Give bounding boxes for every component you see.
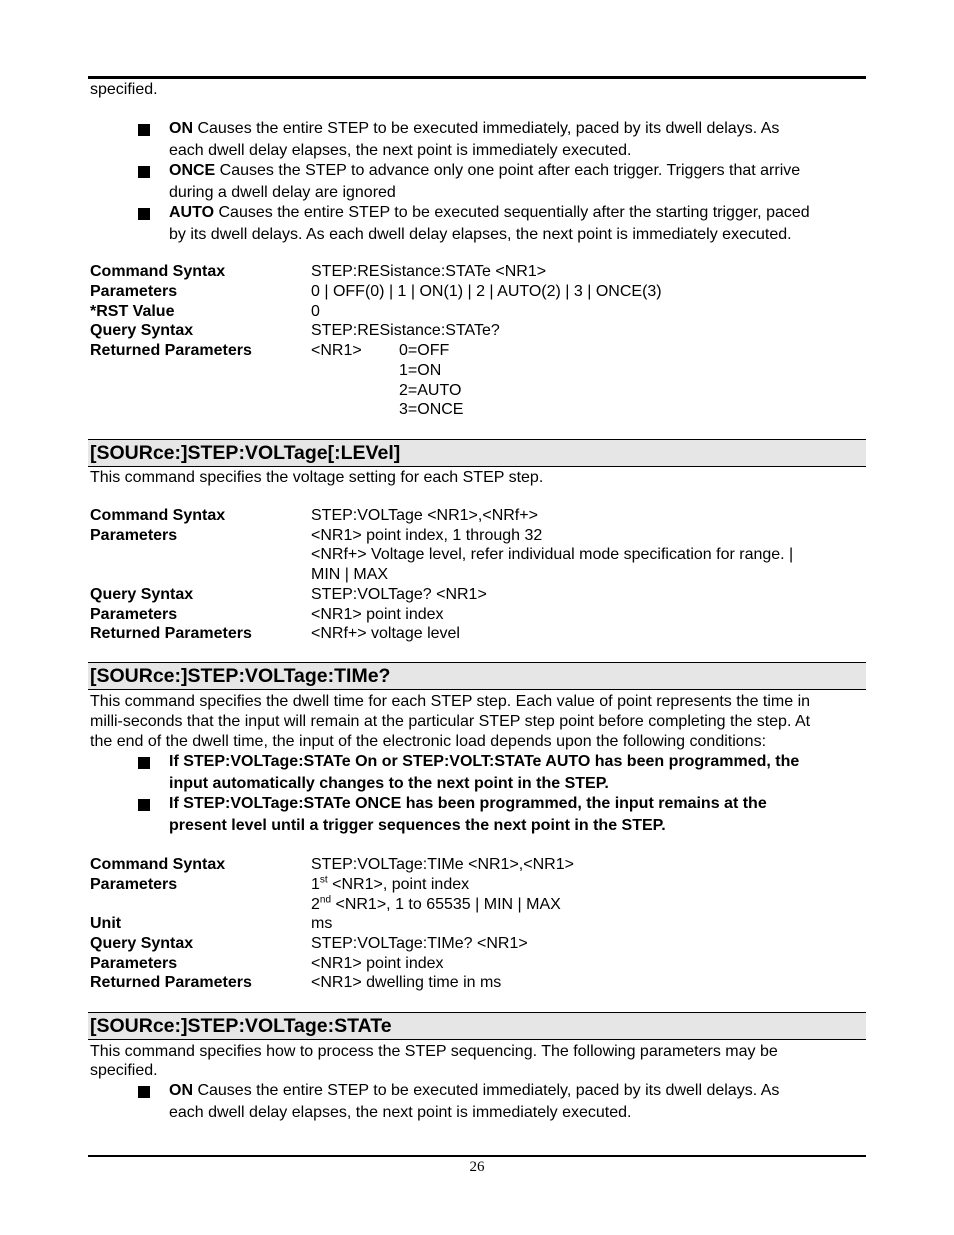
bullet-line: present level until a trigger sequences the next point in the STEP. <box>169 817 666 834</box>
value-parameter-1: 1st <NR1>, point index <box>311 874 470 893</box>
value-returned-parameters: <NR1> dwelling time in ms <box>311 974 502 991</box>
bullet-icon <box>138 166 150 178</box>
value-query-parameters: <NR1> point index <box>311 606 444 623</box>
bullet-icon <box>138 208 150 220</box>
label-parameters: Parameters <box>90 527 178 544</box>
value-command-syntax: STEP:VOLTage:TIMe <NR1>,<NR1> <box>311 856 574 873</box>
value-parameters: 0 | OFF(0) | 1 | ON(1) | 2 | AUTO(2) | 3 | ONCE(3) <box>311 283 662 300</box>
label-parameters: Parameters <box>90 955 178 972</box>
value-query-syntax: STEP:VOLTage? <NR1> <box>311 586 487 603</box>
label-query-syntax: Query Syntax <box>90 586 194 603</box>
section-description: the end of the dwell time, the input of the electronic load depends upon the following conditions: <box>90 733 767 750</box>
value-query-parameters: <NR1> point index <box>311 955 444 972</box>
returned-value: 2=AUTO <box>399 382 462 399</box>
bullet-line: If STEP:VOLTage:STATe ONCE has been programmed, the input remains at the <box>169 795 767 812</box>
value-query-syntax: STEP:RESistance:STATe? <box>311 322 500 339</box>
label-parameters: Parameters <box>90 606 178 623</box>
label-returned-parameters: Returned Parameters <box>90 974 252 991</box>
section-heading <box>88 662 866 690</box>
section-description: milli-seconds that the input will remain at the particular STEP step point before completing the step. At <box>90 713 811 730</box>
section-description: This command specifies the voltage setting for each STEP step. <box>90 469 544 486</box>
bullet-on-line2: each dwell delay elapses, the next point is immediately executed. <box>169 142 632 159</box>
bullet-once-line1: ONCE Causes the STEP to advance only one point after each trigger. Triggers that arrive <box>169 162 801 179</box>
section-description: specified. <box>90 1062 158 1079</box>
section-description: This command specifies the dwell time for each STEP step. Each value of point represents the time in <box>90 693 811 710</box>
label-unit: Unit <box>90 915 122 932</box>
returned-value: 0=OFF <box>399 342 450 359</box>
section-heading-text: [SOURce:]STEP:VOLTage[:LEVel] <box>90 442 401 464</box>
label-command-syntax: Command Syntax <box>90 856 226 873</box>
value-parameters: MIN | MAX <box>311 566 389 583</box>
label-returned-parameters: Returned Parameters <box>90 625 252 642</box>
label-parameters: Parameters <box>90 876 178 893</box>
value-parameters: <NR1> point index, 1 through 32 <box>311 527 543 544</box>
value-parameters: <NRf+> Voltage level, refer individual mode specification for range. | <box>311 546 794 563</box>
bullet-auto-line1: AUTO Causes the entire STEP to be executed sequentially after the starting trigger, paced <box>169 204 810 221</box>
page-number: 26 <box>469 1159 485 1175</box>
returned-value: 3=ONCE <box>399 401 464 418</box>
bullet-on-line2: each dwell delay elapses, the next point is immediately executed. <box>169 1104 632 1121</box>
bullet-icon <box>138 799 150 811</box>
label-query-syntax: Query Syntax <box>90 935 194 952</box>
bullet-icon <box>138 1086 150 1098</box>
returned-value: 1=ON <box>399 362 442 379</box>
intro-tail: specified. <box>90 81 158 98</box>
label-parameters: Parameters <box>90 283 178 300</box>
bullet-on-line1: ON Causes the entire STEP to be executed immediately, paced by its dwell delays. As <box>169 120 780 137</box>
section-heading <box>88 1012 866 1040</box>
value-rst: 0 <box>311 303 320 320</box>
bullet-icon <box>138 757 150 769</box>
value-command-syntax: STEP:VOLTage <NR1>,<NRf+> <box>311 507 538 524</box>
section-description: This command specifies how to process the STEP sequencing. The following parameters may be <box>90 1043 778 1060</box>
value-command-syntax: STEP:RESistance:STATe <NR1> <box>311 263 547 280</box>
label-rst-value: *RST Value <box>90 303 175 320</box>
label-command-syntax: Command Syntax <box>90 507 226 524</box>
label-command-syntax: Command Syntax <box>90 263 226 280</box>
bullet-icon <box>138 124 150 136</box>
label-returned-parameters: Returned Parameters <box>90 342 252 359</box>
section-heading-text: [SOURce:]STEP:VOLTage:TIMe? <box>90 665 391 687</box>
section-heading-text: [SOURce:]STEP:VOLTage:STATe <box>90 1015 392 1037</box>
value-unit: ms <box>311 915 333 932</box>
top-rule <box>88 76 866 79</box>
bullet-once-line2: during a dwell delay are ignored <box>169 184 396 201</box>
bullet-auto-line2: by its dwell delays. As each dwell delay elapses, the next point is immediately executed. <box>169 226 792 243</box>
bullet-line: input automatically changes to the next point in the STEP. <box>169 775 609 792</box>
value-parameter-2: 2nd <NR1>, 1 to 65535 | MIN | MAX <box>311 894 561 913</box>
value-returned-parameters: <NRf+> voltage level <box>311 625 460 642</box>
bullet-on-line1: ON Causes the entire STEP to be executed immediately, paced by its dwell delays. As <box>169 1082 780 1099</box>
label-query-syntax: Query Syntax <box>90 322 194 339</box>
value-query-syntax: STEP:VOLTage:TIMe? <NR1> <box>311 935 528 952</box>
bullet-line: If STEP:VOLTage:STATe On or STEP:VOLT:STATe AUTO has been programmed, the <box>169 753 800 770</box>
value-returned-type: <NR1> <box>311 342 362 359</box>
bottom-rule <box>88 1155 866 1157</box>
section-heading <box>88 439 866 467</box>
